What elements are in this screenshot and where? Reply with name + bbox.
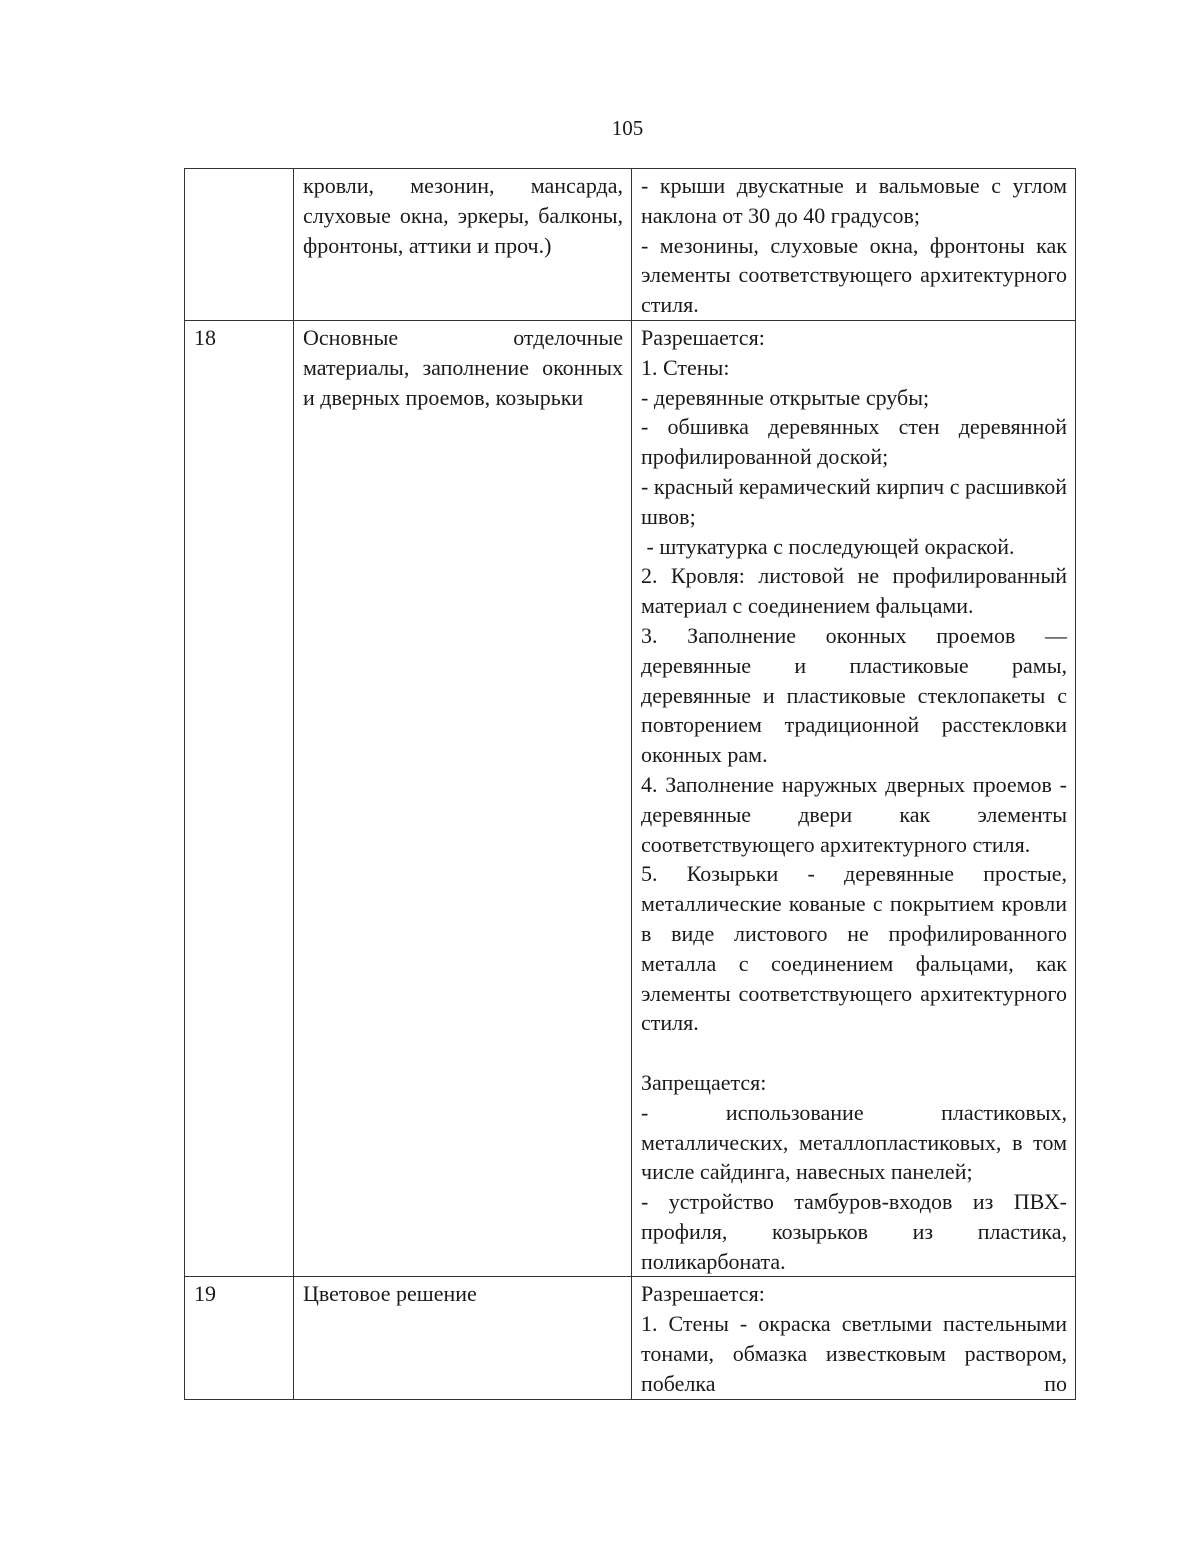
allowed-heading: Разрешается:	[641, 1281, 765, 1307]
table-row	[185, 320, 1076, 1277]
requirements-cell	[632, 1277, 1076, 1399]
requirement-item: - крыши двускатные и вальмовые с углом наклона от 30 до 40 градусов;	[641, 173, 1067, 228]
requirements-cell	[632, 169, 1076, 321]
row-number: 18	[185, 320, 294, 1277]
allowed-item: - деревянные открытые срубы;	[641, 384, 930, 410]
allowed-item: 5. Козырьки - деревянные простые, металлические кованые с покрытием кровли в виде листового не профилированного металла с соединением фальцами, как элементы соответствующего архитектурного стиля.	[641, 861, 1067, 1036]
parameter-cell: кровли, мезонин, мансарда, слуховые окна, эркеры, балконы, фронтоны, аттики и проч.)	[294, 169, 632, 321]
allowed-item: - штукатурка с последующей окраской.	[641, 533, 1015, 559]
allowed-heading: Разрешается:	[641, 324, 765, 350]
allowed-item: 1. Стены - окраска светлыми пастельными тонами, обмазка известковым раствором, побелка по	[641, 1311, 1067, 1396]
prohibited-heading: Запрещается:	[641, 1069, 767, 1095]
parameter-cell: Основные отделочные материалы, заполнение оконных и дверных проемов, козырьки	[294, 320, 632, 1277]
parameter-cell: Цветовое решение	[294, 1277, 632, 1399]
spacer	[641, 1038, 1067, 1068]
page-number: 105	[611, 116, 644, 140]
allowed-item: - обшивка деревянных стен деревянной профилированной доской;	[641, 414, 1067, 470]
allowed-item: 2. Кровля: листовой не профилированный материал с соединением фальцами.	[641, 563, 1067, 619]
allowed-item: 3. Заполнение оконных проемов — деревянные и пластиковые рамы, деревянные и пластиковые стеклопакеты с повторением традиционной расстекловки оконных рам.	[641, 622, 1067, 768]
table-row	[185, 169, 1076, 321]
allowed-item: 1. Стены:	[641, 354, 730, 380]
row-number	[185, 169, 294, 321]
table-row	[185, 1277, 1076, 1399]
row-number: 19	[185, 1277, 294, 1399]
requirement-item: - мезонины, слуховые окна, фронтоны как элементы соответствующего архитектурного стиля.	[641, 232, 1067, 318]
requirements-cell	[632, 320, 1076, 1277]
prohibited-item: - устройство тамбуров-входов из ПВХ-профиля, козырьков из пластика, поликарбоната.	[641, 1189, 1067, 1274]
allowed-item: 4. Заполнение наружных дверных проемов - деревянные двери как элементы соответствующего архитектурного стиля.	[641, 771, 1067, 857]
allowed-item: - красный керамический кирпич с расшивкой швов;	[641, 473, 1067, 529]
prohibited-item: - использование пластиковых, металлических, металлопластиковых, в том числе сайдинга, навесных панелей;	[641, 1099, 1067, 1185]
regulations-table	[184, 168, 1076, 1400]
